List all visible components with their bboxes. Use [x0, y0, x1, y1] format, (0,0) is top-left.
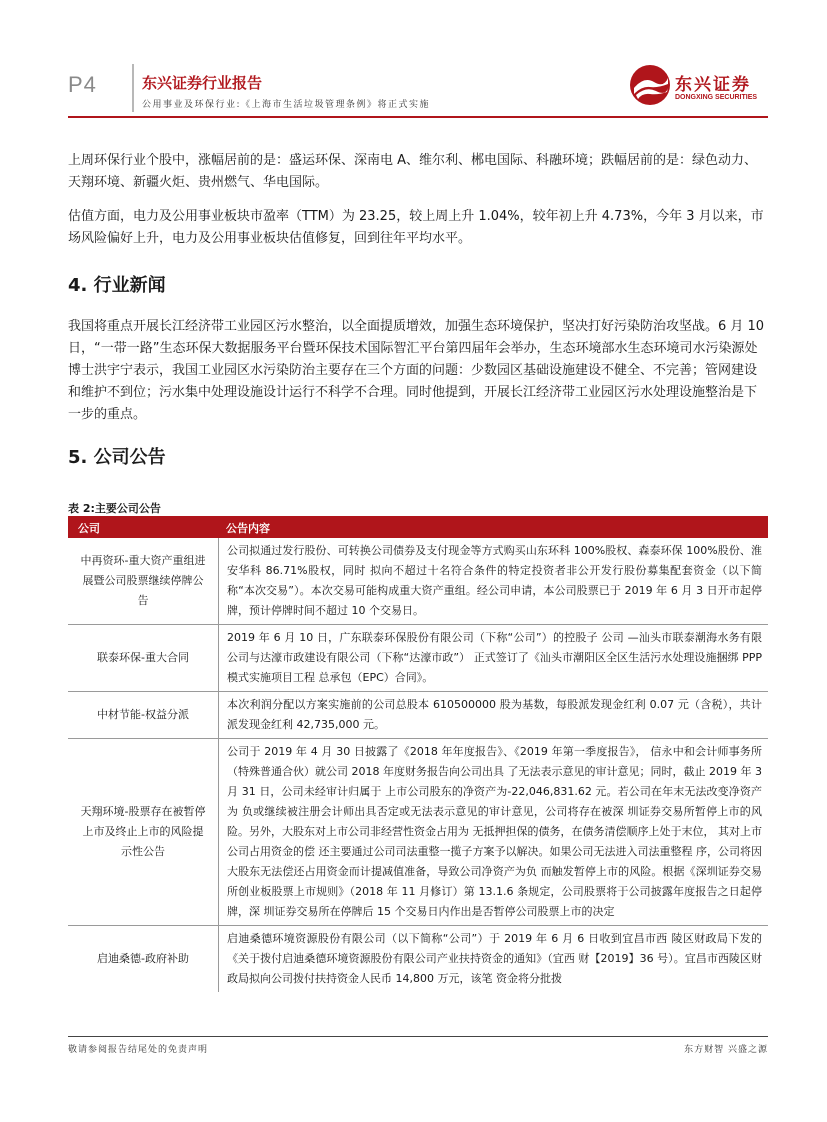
footer-slogan: 东方财智 兴盛之源 — [684, 1045, 768, 1055]
paragraph-valuation: 估值方面，电力及公用事业板块市盈率（TTM）为 23.25，较上周上升 1.04%，较年初上升 4.73%，今年 3 月以来，市场风险偏好上升，电力及公用事业板块估值修复，回到往年平均水平。 — [68, 209, 764, 246]
footer-rule — [68, 1036, 768, 1037]
page-number: P4 — [68, 72, 97, 97]
cell-content: 公司拟通过发行股份、可转换公司债券及支付现金等方式购买山东环科 100%股权、森泰环保 100%股份、淮安华科 86.71%股权，同时 拟向不超过十名符合条件的特定投资者非公开发行股份募集配套资金（以下简称“本次交易”）。本次交易可能构成重大资产重组。经公司申请，本公司股票已于 2019 年 6 月 3 日开市起停牌，预计停牌时间不超过 10 个交易日。 — [218, 538, 768, 624]
footer-disclaimer: 敬请参阅报告结尾处的免责声明 — [68, 1045, 209, 1055]
table-row — [68, 538, 768, 625]
cell-content: 本次利润分配以方案实施前的公司总股本 610500000 股为基数，每股派发现金红利 0.07 元（含税），共计派发现金红利 42,735,000 元。 — [218, 692, 768, 738]
table-header — [68, 516, 768, 538]
section-heading-industry-news: 4. 行业新闻 — [68, 275, 166, 296]
logo-wordmark-cn: 东兴证券 — [675, 75, 751, 95]
company-logo — [628, 62, 768, 112]
paragraph-stock-movers: 上周环保行业个股中，涨幅居前的是：盛运环保、深南电 A、维尔利、郴电国际、科融环境；跌幅居前的是：绿色动力、天翔环境、新疆火炬、贵州燃气、华电国际。 — [68, 153, 758, 190]
section-heading-company-announcements: 5. 公司公告 — [68, 447, 166, 468]
column-header-content: 公告内容 — [226, 522, 270, 535]
cell-company: 中材节能-权益分派 — [97, 708, 189, 721]
announcements-table — [68, 516, 768, 992]
column-header-company: 公司 — [78, 522, 100, 535]
report-title: 东兴证券行业报告 — [142, 74, 263, 92]
table-row — [68, 739, 768, 926]
logo-wordmark-en: DONGXING SECURITIES — [675, 94, 758, 101]
cell-content: 2019 年 6 月 10 日，广东联泰环保股份有限公司（下称“公司”）的控股子 公司 —汕头市联泰潮海水务有限公司与达濠市政建设有限公司（下称“达濠市政”） 正式签订了《汕头市潮阳区全区生活污水处理设施捆绑 PPP 模式实施项目工程 总承包（EPC）合同》。 — [218, 625, 768, 691]
cell-content: 启迪桑德环境资源股份有限公司（以下简称“公司”）于 2019 年 6 月 6 日收到宜昌市西 陵区财政局下发的《关于拨付启迪桑德环境资源股份有限公司产业扶持资金的通知》（宜西 财【2019】36 号）。宜昌市西陵区财政局拟向公司拨付扶持资金人民币 14,800 万元，该笔 资金将分批拨 — [218, 926, 768, 992]
table-caption: 表 2:主要公司公告 — [68, 502, 161, 515]
table-row — [68, 692, 768, 739]
logo-mark-icon — [628, 62, 672, 108]
paragraph-industry-news: 我国将重点开展长江经济带工业园区污水整治，以全面提质增效，加强生态环境保护，坚决打好污染防治攻坚战。6 月 10 日，“一带一路”生态环保大数据服务平台暨环保技术国际智汇平台第四届年会举办，生态环境部水生态环境司水污染源处博士洪宇宁表示，我国工业园区水污染防治主要存在三个方面的问题：少数园区基础设施建设不健全、不完善；管网建设和维护不到位；污水集中处理设施设计运行不科学不合理。同时他提到，开展长江经济带工业园区污水处理设施整治是下一步的重点。 — [68, 319, 765, 422]
cell-company: 启迪桑德-政府补助 — [97, 952, 189, 965]
cell-company: 联泰环保-重大合同 — [97, 651, 189, 664]
cell-company: 中再资环-重大资产重组进展暨公司股票继续停牌公告 — [80, 554, 206, 607]
header-divider — [132, 64, 134, 112]
table-row — [68, 926, 768, 992]
table-row — [68, 625, 768, 692]
report-subtitle: 公用事业及环保行业:《上海市生活垃圾管理条例》将正式实施 — [142, 100, 431, 110]
cell-company: 天翔环境-股票存在被暂停上市及终止上市的风险提示性公告 — [80, 805, 206, 858]
header-rule — [68, 116, 768, 118]
cell-content: 公司于 2019 年 4 月 30 日披露了《2018 年年度报告》、《2019 年第一季度报告》， 信永中和会计师事务所（特殊普通合伙）就公司 2018 年度财务报告向公司出具 了无法表示意见的审计意见；同时，截止 2019 年 3 月 31 日，公司未经审计归属于 上市公司股东的净资产为-22,046,831.62 元。若公司在年末无法改变净资产为 负或继续被注册会计师出具否定或无法表示意见的审计意见，公司将存在被深 圳证券交易所暂停上市的风险。另外，大股东对上市公司非经营性资金占用为 无抵押担保的债务，在债务清偿顺序上处于末位， 其对上市公司占用资金的偿 还主要通过公司司法重整一揽子方案予以解决。如果公司无法进入司法重整程 序，公司将因大股东无法偿还占用资金而计提减值准备，导致公司净资产为负 而触发暂停上市的风险。根据《深圳证券交易所创业板股票上市规则》（2018 年 11 月修订）第 13.1.6 条规定，公司股票将于公司披露年度报告之日起停牌，深 圳证券交易所在停牌后 15 个交易日内作出是否暂停公司股票上市的决定 — [218, 739, 768, 925]
